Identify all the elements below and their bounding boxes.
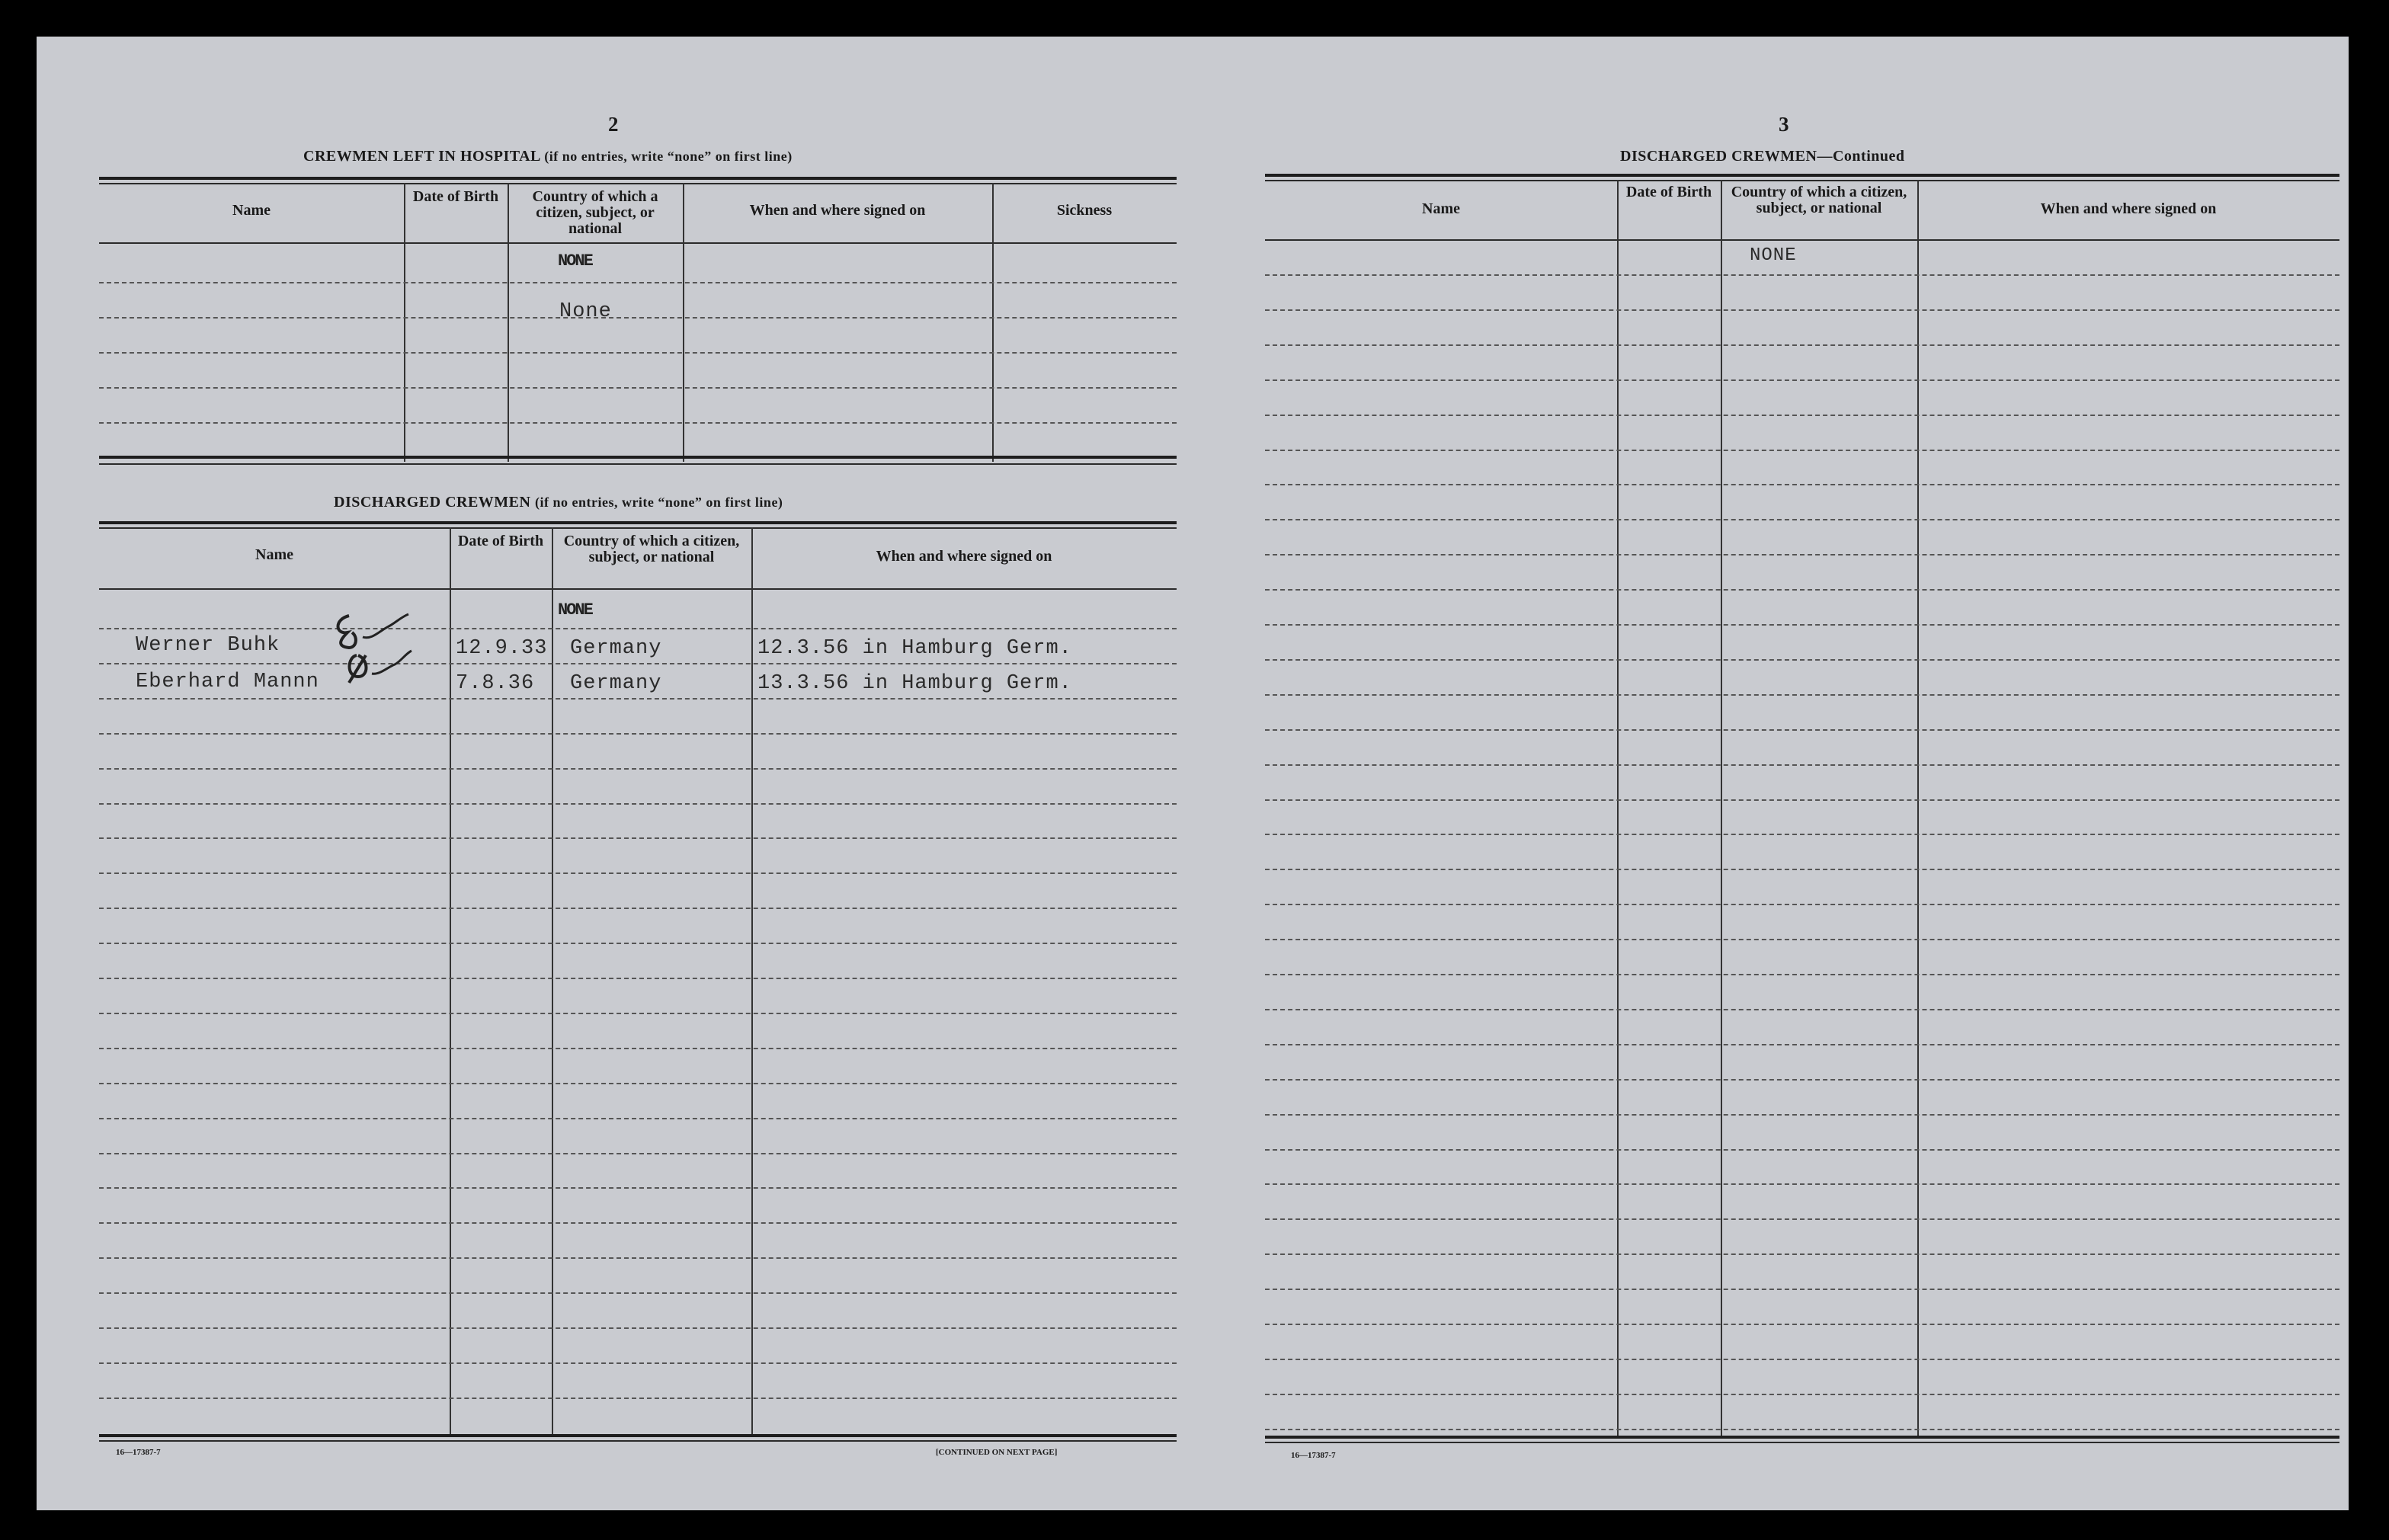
table-row (1265, 1114, 2339, 1116)
table-row (1265, 484, 2339, 485)
table-row (1265, 1218, 2339, 1220)
rule (1265, 174, 2339, 177)
rule (99, 456, 1177, 459)
table-row (1265, 1429, 2339, 1430)
col-header-signed-on: When and where signed on (2040, 200, 2217, 217)
rule (99, 177, 1177, 180)
crew-dob: 7.8.36 (456, 672, 535, 695)
rule (99, 527, 1177, 529)
table-row (1265, 379, 2339, 381)
table-row (99, 663, 1177, 664)
table-row (1265, 1394, 2339, 1395)
column-divider (683, 183, 684, 462)
crew-country: Germany (570, 672, 662, 695)
crew-signed-on: 13.3.56 in Hamburg Germ. (757, 672, 1072, 695)
table-row (1265, 1149, 2339, 1151)
table-row (99, 422, 1177, 424)
table-row (99, 908, 1177, 909)
table-row (99, 1362, 1177, 1364)
table-row (1265, 1044, 2339, 1045)
table-row (99, 1083, 1177, 1084)
continued-note: [CONTINUED ON NEXT PAGE] (936, 1448, 1058, 1457)
crew-name: Eberhard Mannn (136, 671, 319, 693)
table-row (1265, 729, 2339, 731)
rule (1265, 239, 2339, 241)
table-row (1265, 554, 2339, 555)
rule (99, 183, 1177, 184)
table-row (1265, 834, 2339, 835)
table-row (1265, 1079, 2339, 1081)
discharged-title-text: DISCHARGED CREWMEN (334, 494, 531, 511)
table-row (1265, 939, 2339, 940)
crew-dob: 12.9.33 (456, 637, 548, 660)
table-row (1265, 624, 2339, 626)
hospital-title-text: CREWMEN LEFT IN HOSPITAL (303, 148, 540, 165)
struck-entry: NONE (558, 251, 592, 271)
column-divider (1617, 180, 1619, 1436)
column-divider (1721, 180, 1722, 1436)
col-header-name: Name (232, 202, 271, 219)
table-row (1265, 1324, 2339, 1325)
rule (99, 1434, 1177, 1437)
table-row (99, 1292, 1177, 1294)
table-row (1265, 589, 2339, 591)
rule (99, 521, 1177, 524)
table-row (1265, 344, 2339, 346)
col-header-name: Name (255, 546, 293, 563)
col-header-signed-on: When and where signed on (749, 202, 926, 219)
table-row (99, 872, 1177, 874)
table-row (1265, 659, 2339, 661)
col-header-country: Country of which a citizen, subject, or national (1731, 184, 1907, 216)
table-row (99, 1118, 1177, 1119)
table-row (1265, 274, 2339, 276)
crew-name: Werner Buhk (136, 634, 280, 657)
table-row (99, 837, 1177, 839)
table-row (99, 628, 1177, 629)
table-row (1265, 309, 2339, 311)
col-header-signed-on: When and where signed on (876, 548, 1052, 565)
column-divider (1917, 180, 1919, 1436)
table-row (99, 1257, 1177, 1259)
right-section-title: DISCHARGED CREWMEN—Continued (1620, 148, 1905, 165)
column-divider (992, 183, 994, 462)
table-row (99, 1327, 1177, 1329)
table-row (1265, 1289, 2339, 1290)
table-row (1265, 450, 2339, 451)
table-row (1265, 904, 2339, 905)
table-row (1265, 694, 2339, 696)
table-row (99, 698, 1177, 700)
rule (1265, 1442, 2339, 1443)
table-row (1265, 1009, 2339, 1010)
hospital-instruction: (if no entries, write “none” on first line) (544, 149, 793, 164)
column-divider (404, 183, 405, 462)
discharged-instruction: (if no entries, write “none” on first line) (534, 495, 783, 510)
table-row (99, 803, 1177, 805)
table-row (99, 768, 1177, 770)
rule (99, 242, 1177, 244)
col-header-country: Country of which a citizen, subject, or national (532, 188, 658, 237)
hospital-section-title (303, 148, 793, 165)
table-row (99, 1048, 1177, 1049)
table-row (99, 978, 1177, 979)
table-row (99, 352, 1177, 354)
table-row (1265, 1253, 2339, 1255)
table-row (99, 943, 1177, 944)
col-header-date-of-birth: Date of Birth (457, 533, 544, 549)
col-header-date-of-birth: Date of Birth (412, 188, 499, 205)
table-row (99, 733, 1177, 735)
table-row (99, 282, 1177, 283)
rule (99, 588, 1177, 590)
handwritten-check-mark (319, 600, 456, 700)
struck-entry: NONE (558, 600, 592, 620)
table-row (99, 387, 1177, 389)
col-header-sickness: Sickness (1056, 202, 1113, 219)
rule (99, 1440, 1177, 1442)
form-number-left: 16—17387-7 (116, 1448, 161, 1457)
col-header-name: Name (1422, 200, 1460, 217)
table-row (99, 1013, 1177, 1014)
col-header-country: Country of which a citizen, subject, or national (563, 533, 740, 565)
crew-signed-on: 12.3.56 in Hamburg Germ. (757, 637, 1072, 660)
table-row (1265, 764, 2339, 766)
rule (1265, 180, 2339, 181)
table-row (99, 317, 1177, 319)
discharged-section-title (334, 494, 783, 511)
hospital-entry-none: None (559, 300, 612, 323)
table-row (1265, 1183, 2339, 1185)
table-row (99, 1153, 1177, 1154)
rule (1265, 1436, 2339, 1439)
table-row (99, 1222, 1177, 1224)
right-entry-none: NONE (1750, 245, 1797, 266)
crew-country: Germany (570, 637, 662, 660)
rule (99, 463, 1177, 465)
table-row (1265, 519, 2339, 520)
col-header-date-of-birth: Date of Birth (1625, 184, 1712, 200)
form-sheet (37, 37, 2349, 1510)
page-number-right: 3 (1779, 113, 1789, 136)
table-row (99, 1187, 1177, 1189)
page-number-left: 2 (608, 113, 619, 136)
table-row (1265, 415, 2339, 416)
column-divider (508, 183, 509, 462)
table-row (1265, 799, 2339, 801)
table-row (1265, 1359, 2339, 1360)
table-row (1265, 974, 2339, 975)
table-row (99, 1398, 1177, 1399)
form-number-right: 16—17387-7 (1291, 1451, 1336, 1460)
table-row (1265, 869, 2339, 870)
